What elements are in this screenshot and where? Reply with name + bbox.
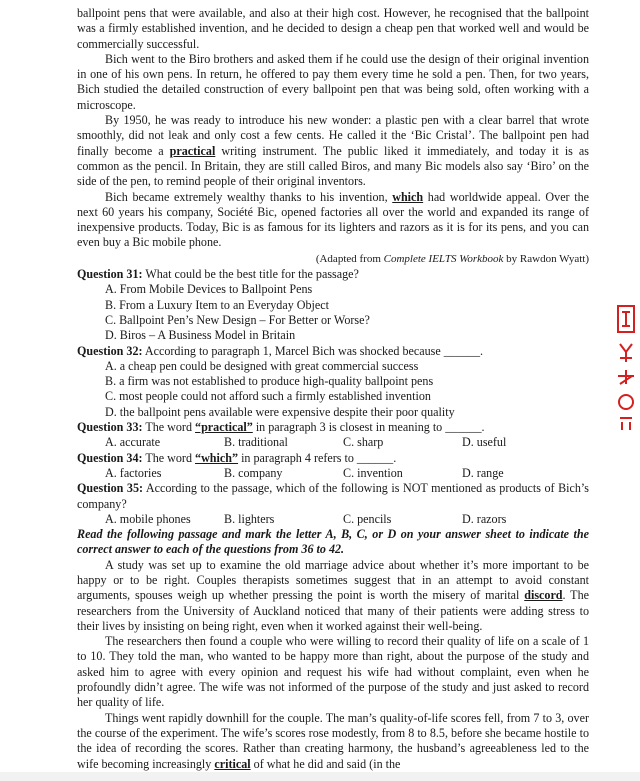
question-35-options <box>105 512 589 527</box>
quoted-word-which: “which” <box>195 450 239 465</box>
option-a: A. a cheap pen could be designed with great commercial success <box>105 358 419 373</box>
passage1-paragraph-2: Bich went to the Biro brothers and asked them if he could use the design of their original invention in one of his own pens. In return, he offered to pay them every time he sold a pen. Then, for two years, Bich studied the detailed construction of every ballpoint pen that was being sold, often working with a microscope. <box>77 51 589 112</box>
option-c: C. pencils <box>343 511 392 526</box>
option-b: B. traditional <box>224 435 288 450</box>
option-b: B. From a Luxury Item to an Everyday Object <box>105 297 330 312</box>
option-a: A. mobile phones <box>105 511 191 526</box>
option-b: B. company <box>224 465 283 480</box>
question-31: Question 31: What could be the best title for the passage? <box>77 267 359 282</box>
underlined-word-critical: critical <box>214 756 251 771</box>
passage2-paragraph-3: Things went rapidly downhill for the couple. The man’s quality-of-life scores fell, from 7 to 3, over the course of the experiment. The wife’s scores rose modestly, from 8 to 8.5, before she became hostile to the idea of recording the scores. Rather than creating harmony, the husband’s agreeableness led to the wife becoming increasingly critical of what he did and said (in the <box>77 710 589 771</box>
option-c: C. most people could not afford such a firmly established invention <box>105 389 431 404</box>
question-35: Question 35: According to the passage, which of the following is NOT mentioned as products of Bich’s company? <box>77 481 589 511</box>
option-b: B. a firm was not established to produce high-quality ballpoint pens <box>105 374 434 389</box>
question-32-options <box>105 359 589 420</box>
passage2-paragraph-1: A study was set up to examine the old marriage advice about whether it’s more important to be happy or to be right. Couples therapists sometimes suggest that in an attempt to avoid constant arguments, spouses weigh up whether pressing the point is worth the misery of marital discord. The researchers from the University of Auckland noticed that many of their patients were adding stress to their lives by insisting on being right, even when it worked against their well-being. <box>77 557 589 633</box>
option-b: B. lighters <box>224 511 275 526</box>
red-stamp-watermark <box>612 300 640 432</box>
question-33-options <box>105 435 589 450</box>
passage2-paragraph-2: The researchers then found a couple who were willing to record their quality of life on a scale of 1 to 10. They told the man, who wanted to be happy more than right, about the purpose of the study and asked him to agree with every opinion and request his wife had without complaint, even when he profoundly didn’t agree. The wife was not informed of the purpose of the study and just asked to record her quality of life. <box>77 634 589 710</box>
underlined-word-which: which <box>392 189 424 204</box>
underlined-word-discord: discord <box>524 588 563 603</box>
option-d: D. razors <box>462 511 507 526</box>
question-31-options <box>105 282 589 343</box>
option-c: C. Ballpoint Pen’s New Design – For Better or Worse? <box>105 312 370 327</box>
question-34: Question 34: The word “which” in paragraph 4 refers to ______. <box>77 450 397 465</box>
page-bottom-edge <box>0 772 640 781</box>
option-d: D. range <box>462 465 504 480</box>
passage1-paragraph-3: By 1950, he was ready to introduce his new wonder: a plastic pen with a clear barrel that wrote smoothly, did not leak and only cost a few cents. He called it the ‘Bic Cristal’. The ballpoint pen had finally become a practical writing instrument. The public liked it immediately, and today it is as common as the pencil. In Britain, they are still called Biros, and many Bic models also say ‘Biro’ on the side of the pen, to remind people of their original inventors. <box>77 113 589 189</box>
passage1-paragraph-4: Bich became extremely wealthy thanks to his invention, which had worldwide appeal. Over the next 60 years his company, Société Bic, opened factories all over the world and expanded its range of inexpensive products. Today, Bic is as famous for its lighters and razors as it is for its pens, and you can even buy a Bic mobile phone. <box>77 189 589 250</box>
section-instruction: Read the following passage and mark the letter A, B, C, or D on your answer sheet to indicate the correct answer to each of the questions from 36 to 42. <box>77 527 589 557</box>
underlined-word-practical: practical <box>169 143 216 158</box>
document-page <box>77 6 589 772</box>
option-a: A. From Mobile Devices to Ballpoint Pens <box>105 282 313 297</box>
question-34-options <box>105 466 589 481</box>
stamp-graphic <box>612 300 640 432</box>
option-a: A. factories <box>105 465 162 480</box>
passage1-paragraph-1-tail: ballpoint pens that were available, and also at their high cost. However, he recognised that the ballpoint was a firmly established invention, and he decided to design a cheap pen that worked well and would be commercially successful. <box>77 6 589 51</box>
option-a: A. accurate <box>105 435 161 450</box>
option-d: D. Biros – A Business Model in Britain <box>105 328 296 343</box>
option-d: D. useful <box>462 435 507 450</box>
source-citation: (Adapted from Complete IELTS Workbook by Rawdon Wyatt) <box>315 252 589 265</box>
question-32: Question 32: According to paragraph 1, Marcel Bich was shocked because ______. <box>77 343 484 358</box>
option-d: D. the ballpoint pens available were expensive despite their poor quality <box>105 404 455 419</box>
question-33: Question 33: The word “practical” in paragraph 3 is closest in meaning to ______. <box>77 420 485 435</box>
option-c: C. sharp <box>343 435 384 450</box>
option-c: C. invention <box>343 465 403 480</box>
quoted-word-practical: “practical” <box>195 420 253 435</box>
